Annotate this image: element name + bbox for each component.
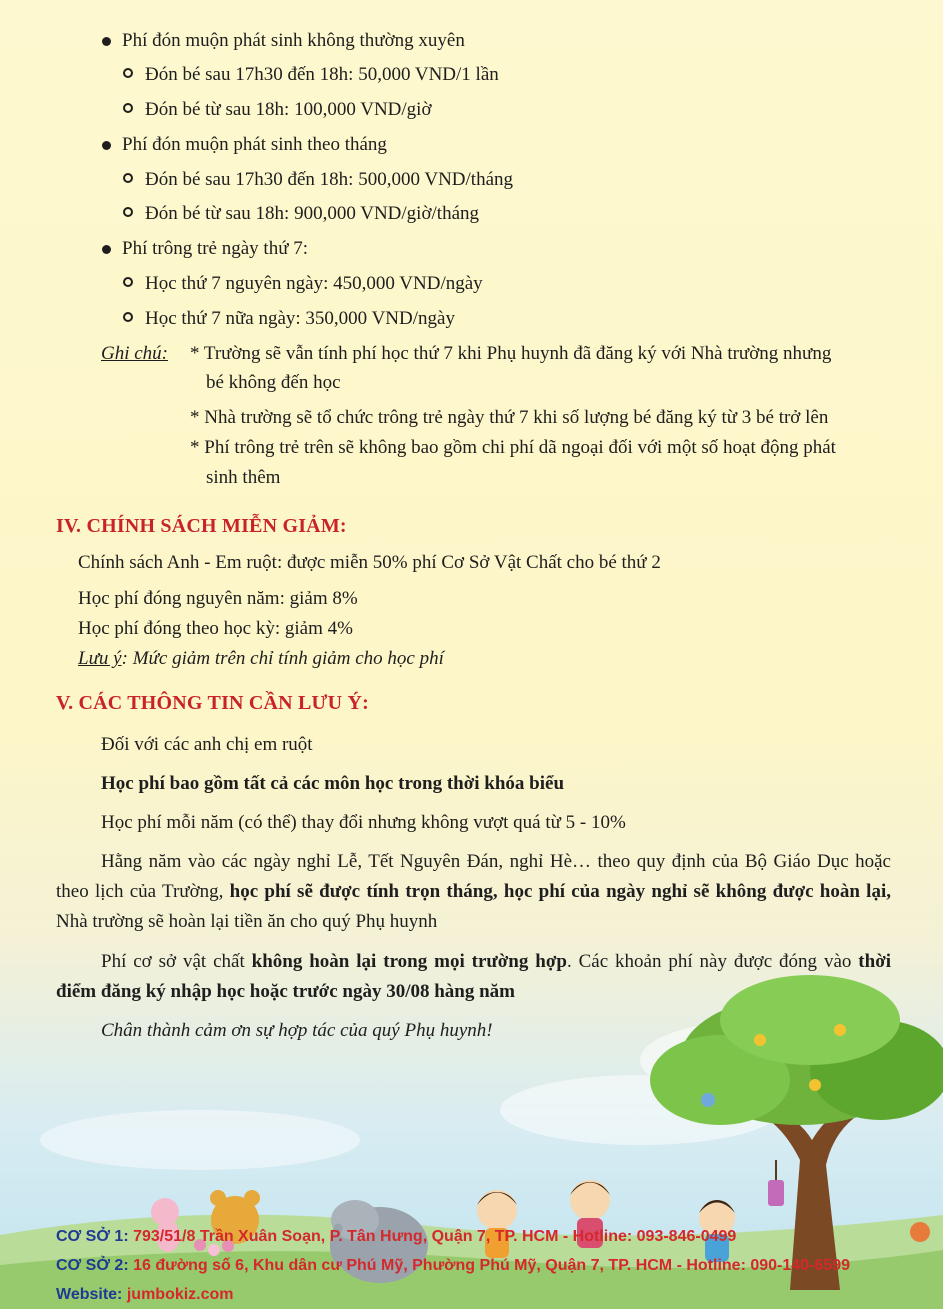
discount-note-text: : Mức giảm trên chỉ tính giảm cho học phí: [121, 648, 444, 669]
note-label: Ghi chú:: [101, 343, 169, 364]
info-line: Học phí mỗi năm (có thể) thay đổi nhưng không vượt quá từ 5 - 10%: [101, 812, 626, 833]
saturday-title: Phí trông trẻ ngày thứ 7:: [122, 238, 309, 259]
sub-bullet: [123, 103, 133, 113]
sub-bullet: [123, 68, 133, 78]
holiday-text-bold: học phí sẽ được tính trọn tháng, học phí của ngày nghỉ sẽ không được hoàn lại,: [229, 881, 891, 902]
late-monthly-title: Phí đón muộn phát sinh theo tháng: [122, 134, 387, 155]
footer-campus-2: [56, 1257, 850, 1275]
holiday-text: Hằng năm vào các ngày nghỉ Lễ, Tết Nguyên Đán, nghỉ Hè… theo quy định của Bộ Giáo Dục hoặc theo lịch của Trường,: [56, 851, 891, 902]
section-heading-info: V. CÁC THÔNG TIN CẦN LƯU Ý:: [56, 692, 370, 714]
sub-bullet: [123, 312, 133, 322]
note-line: * Trường sẽ vẫn tính phí học thứ 7 khi Phụ huynh đã đăng ký với Nhà trường nhưng: [190, 343, 832, 364]
campus-1-address: 793/51/8 Trần Xuân Soạn, P. Tân Hưng, Quận 7, TP. HCM - Hotline: 093-846-0499: [133, 1228, 737, 1245]
holiday-paragraph: [56, 847, 891, 937]
facility-fee-paragraph: [56, 947, 891, 1007]
discount-line: Học phí đóng nguyên năm: giảm 8%: [78, 588, 358, 609]
facility-text-bold: không hoàn lại trong mọi trường hợp: [251, 951, 567, 972]
info-line: Đối với các anh chị em ruột: [101, 734, 313, 755]
sub-bullet: [123, 207, 133, 217]
sub-bullet: [123, 173, 133, 183]
saturday-item: Học thứ 7 nguyên ngày: 450,000 VND/ngày: [145, 273, 483, 294]
discount-line: Chính sách Anh - Em ruột: được miễn 50% phí Cơ Sở Vật Chất cho bé thứ 2: [78, 552, 661, 573]
discount-note-label: Lưu ý: [78, 648, 122, 669]
list-bullet: [102, 37, 111, 46]
late-irregular-item: Đón bé từ sau 18h: 100,000 VND/giờ: [145, 99, 432, 120]
website-label: Website:: [56, 1286, 123, 1303]
note-line: * Nhà trường sẽ tổ chức trông trẻ ngày thứ 7 khi số lượng bé đăng ký từ 3 bé trở lên: [190, 407, 829, 428]
note-line: * Phí trông trẻ trên sẽ không bao gồm chi phí dã ngoại đối với một số hoạt động phát: [190, 437, 836, 458]
footer-website: [56, 1286, 234, 1304]
campus-1-label: CƠ SỞ 1:: [56, 1228, 129, 1245]
facility-text: Phí cơ sở vật chất: [101, 951, 252, 972]
saturday-item: Học thứ 7 nữa ngày: 350,000 VND/ngày: [145, 308, 455, 329]
thank-you-line: Chân thành cảm ơn sự hợp tác của quý Phụ huynh!: [101, 1020, 493, 1041]
note-line: bé không đến học: [206, 372, 341, 393]
info-line-bold: Học phí bao gồm tất cả các môn học trong thời khóa biểu: [101, 773, 565, 794]
footer-campus-1: [56, 1228, 736, 1246]
campus-2-address: 16 đường số 6, Khu dân cư Phú Mỹ, Phường Phú Mỹ, Quận 7, TP. HCM - Hotline: 090-140-6599: [133, 1257, 850, 1274]
campus-2-label: CƠ SỞ 2:: [56, 1257, 129, 1274]
list-bullet: [102, 245, 111, 254]
list-bullet: [102, 141, 111, 150]
note-line: sinh thêm: [206, 467, 281, 488]
section-heading-discount: IV. CHÍNH SÁCH MIỄN GIẢM:: [56, 515, 347, 537]
late-irregular-title: Phí đón muộn phát sinh không thường xuyên: [122, 30, 465, 51]
late-irregular-item: Đón bé sau 17h30 đến 18h: 50,000 VND/1 lần: [145, 64, 499, 85]
late-monthly-item: Đón bé sau 17h30 đến 18h: 500,000 VND/tháng: [145, 169, 514, 190]
late-monthly-item: Đón bé từ sau 18h: 900,000 VND/giờ/tháng: [145, 203, 480, 224]
holiday-text-end: Nhà trường sẽ hoàn lại tiền ăn cho quý Phụ huynh: [56, 911, 438, 932]
facility-text-bold-date: thời điểm đăng ký nhập học hoặc trước ngày 30/08 hàng năm: [56, 951, 891, 1002]
facility-text-mid: . Các khoản phí này được đóng vào: [566, 951, 859, 972]
sub-bullet: [123, 277, 133, 287]
discount-line: Học phí đóng theo học kỳ: giảm 4%: [78, 618, 353, 639]
discount-note: [78, 644, 444, 674]
website-link[interactable]: jumbokiz.com: [126, 1286, 234, 1303]
